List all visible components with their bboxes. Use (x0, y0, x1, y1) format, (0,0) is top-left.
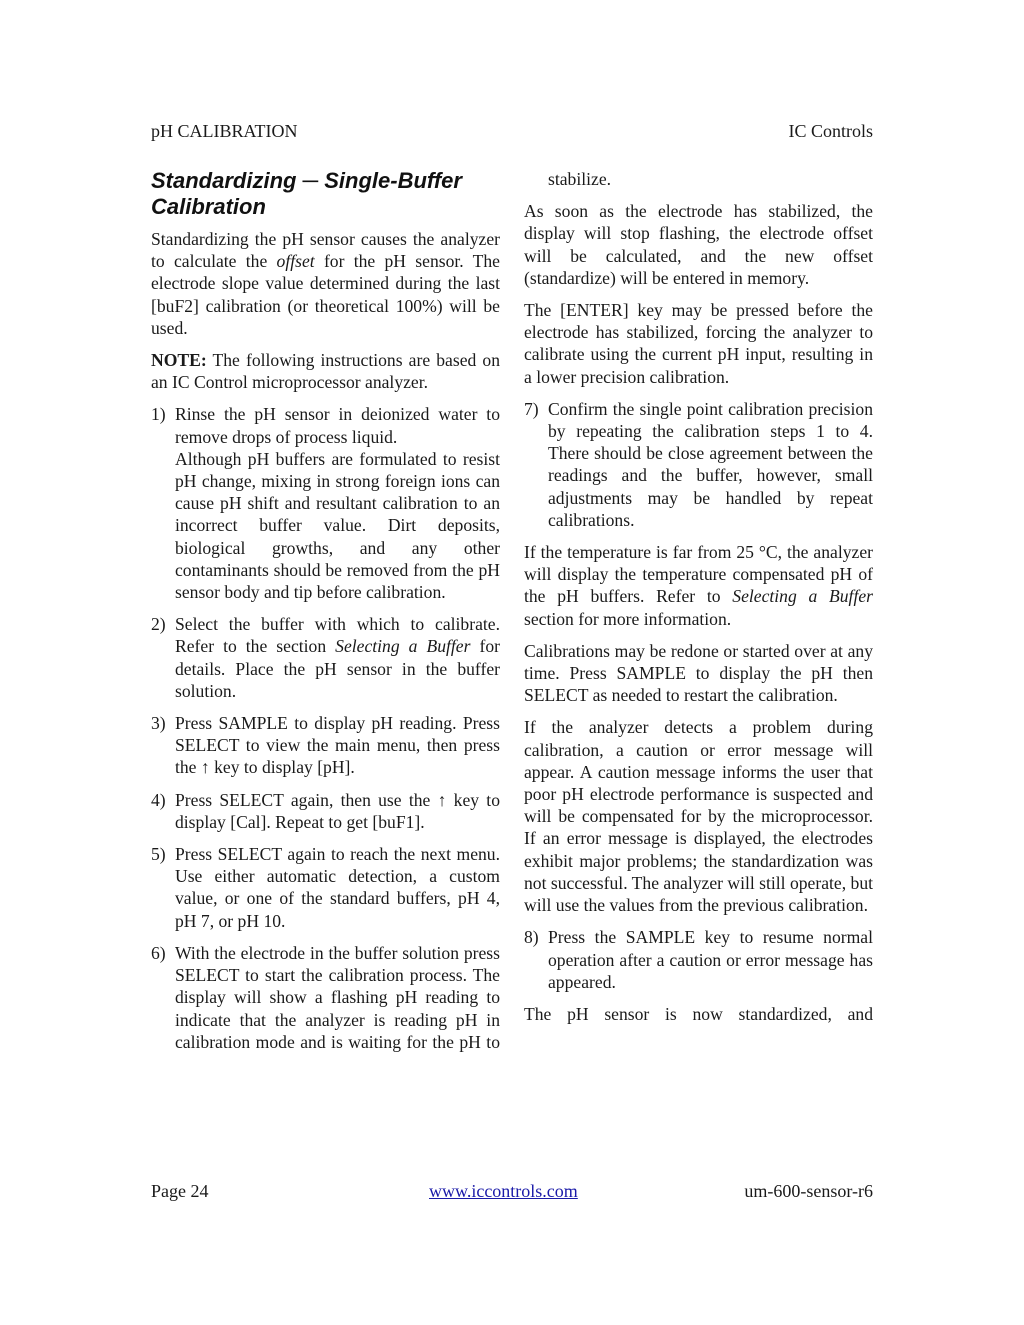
intro-text-cont: for the pH sensor. The electrode slope value determined during the last [buF2] calibration (or theoretical 100%) will be used. (151, 251, 500, 338)
step-number: 3) (151, 713, 166, 734)
enter-key-paragraph: The [ENTER] key may be pressed before the electrode has stabilized, forcing the analyzer to calibrate using the current pH input, resulting in a lower precision calibration. (524, 300, 873, 387)
step-6 (151, 942, 500, 1053)
steps-list-right (524, 398, 873, 531)
step-number: 8) (524, 927, 539, 948)
step-5 (151, 843, 500, 932)
temperature-paragraph (524, 541, 873, 630)
step-text: Press the SAMPLE key to resume normal operation after a caution or error message has appeared. (548, 927, 873, 992)
step-4 (151, 789, 500, 833)
step-text-emphasis: Selecting a Buffer (335, 636, 471, 657)
step-number: 1) (151, 404, 166, 425)
temp-text-cont: section for more information. (524, 608, 732, 629)
temp-emphasis: Selecting a Buffer (732, 586, 873, 607)
step-text-pre: Select the buffer with which to calibrate. Refer to the section (175, 614, 500, 657)
intro-paragraph (151, 228, 500, 339)
step-number: 5) (151, 844, 166, 865)
step-7 (524, 398, 873, 531)
step-number: 6) (151, 942, 166, 963)
steps-list-right-2 (524, 926, 873, 993)
section-title: Standardizing ─ Single-Buffer Calibration (151, 168, 462, 219)
step-text: Press SELECT again, then use the ↑ key to display [Cal]. Repeat to get [buF1]. (175, 789, 500, 832)
steps-list-left (151, 403, 500, 1052)
step-text-post: for details. Place the pH sensor in the buffer solution. (175, 636, 500, 701)
left-column (151, 168, 500, 1063)
note-label: NOTE: (151, 350, 207, 371)
step-8 (524, 926, 873, 993)
step-text (175, 613, 500, 702)
right-column (524, 168, 873, 1035)
note-paragraph (151, 349, 500, 393)
page-header-company: IC Controls (788, 121, 873, 141)
step-number: 2) (151, 614, 166, 635)
website-link[interactable]: www.iccontrols.com (429, 1181, 578, 1201)
temp-text: If the temperature is far from 25 °C, the analyzer will display the temperature compensated pH of the pH buffers. Refer to (524, 542, 873, 607)
step-text: Press SELECT again to reach the next menu. Use either automatic detection, a custom value, or one of the standard buffers, pH 4, pH 7, or pH 10. (175, 844, 500, 931)
step-number: 7) (524, 398, 539, 419)
step-text: Rinse the pH sensor in deionized water to remove drops of process liquid. (175, 404, 500, 447)
step-text: With the electrode in the buffer solution press SELECT to start the calibration process. The display will show a flashing pH reading to indicate that the analyzer is reading pH in calibration mode and is waiting for the pH to (175, 942, 500, 1052)
stabilized-paragraph: As soon as the electrode has stabilized, the display will stop flashing, the electrode offset will be calculated, and the new offset (standardize) will be entered in memory. (524, 201, 873, 288)
intro-emphasis: offset (276, 251, 315, 272)
step-3 (151, 712, 500, 779)
redo-paragraph: Calibrations may be redone or started over at any time. Press SAMPLE to display the pH then SELECT as needed to restart the calibration. (524, 640, 873, 706)
step-2 (151, 613, 500, 702)
document-id: um-600-sensor-r6 (744, 1181, 873, 1201)
note-text: The following instructions are based on an IC Control microprocessor analyzer. (151, 350, 500, 393)
page-header-section: pH CALIBRATION (151, 121, 298, 141)
step-6-continuation: stabilize. (548, 169, 612, 189)
step-text: Press SAMPLE to display pH reading. Press SELECT to view the main menu, then press the ↑ key to display [pH]. (175, 713, 500, 778)
step-text: Confirm the single point calibration precision by repeating the calibration steps 1 to 4. There should be close agreement between the readings and the buffer, however, small adjustments may be handled by repeat calibrations. (548, 398, 873, 530)
caution-paragraph: If the analyzer detects a problem during calibration, a caution or error message will appear. A caution message informs the user that poor pH electrode performance is suspected and will be compensated for by the microprocessor. If an error message is displayed, the electrodes exhibit major problems; the standardization was not successful. The analyzer will still operate, but will use the values from the previous calibration. (524, 717, 874, 916)
final-paragraph: The pH sensor is now standardized, and (524, 1003, 873, 1024)
step-1 (151, 403, 500, 603)
intro-text: Standardizing the pH sensor causes the analyzer to calculate the (151, 229, 500, 272)
page-number: Page 24 (151, 1181, 209, 1201)
step-note: Although pH buffers are formulated to resist pH change, mixing in strong foreign ions can cause pH shift and resultant calibration to an incorrect buffer value. Dirt deposits, biological growths, and any other contaminants should be removed from the pH sensor body and tip before calibration. (175, 448, 500, 603)
step-number: 4) (151, 789, 166, 810)
